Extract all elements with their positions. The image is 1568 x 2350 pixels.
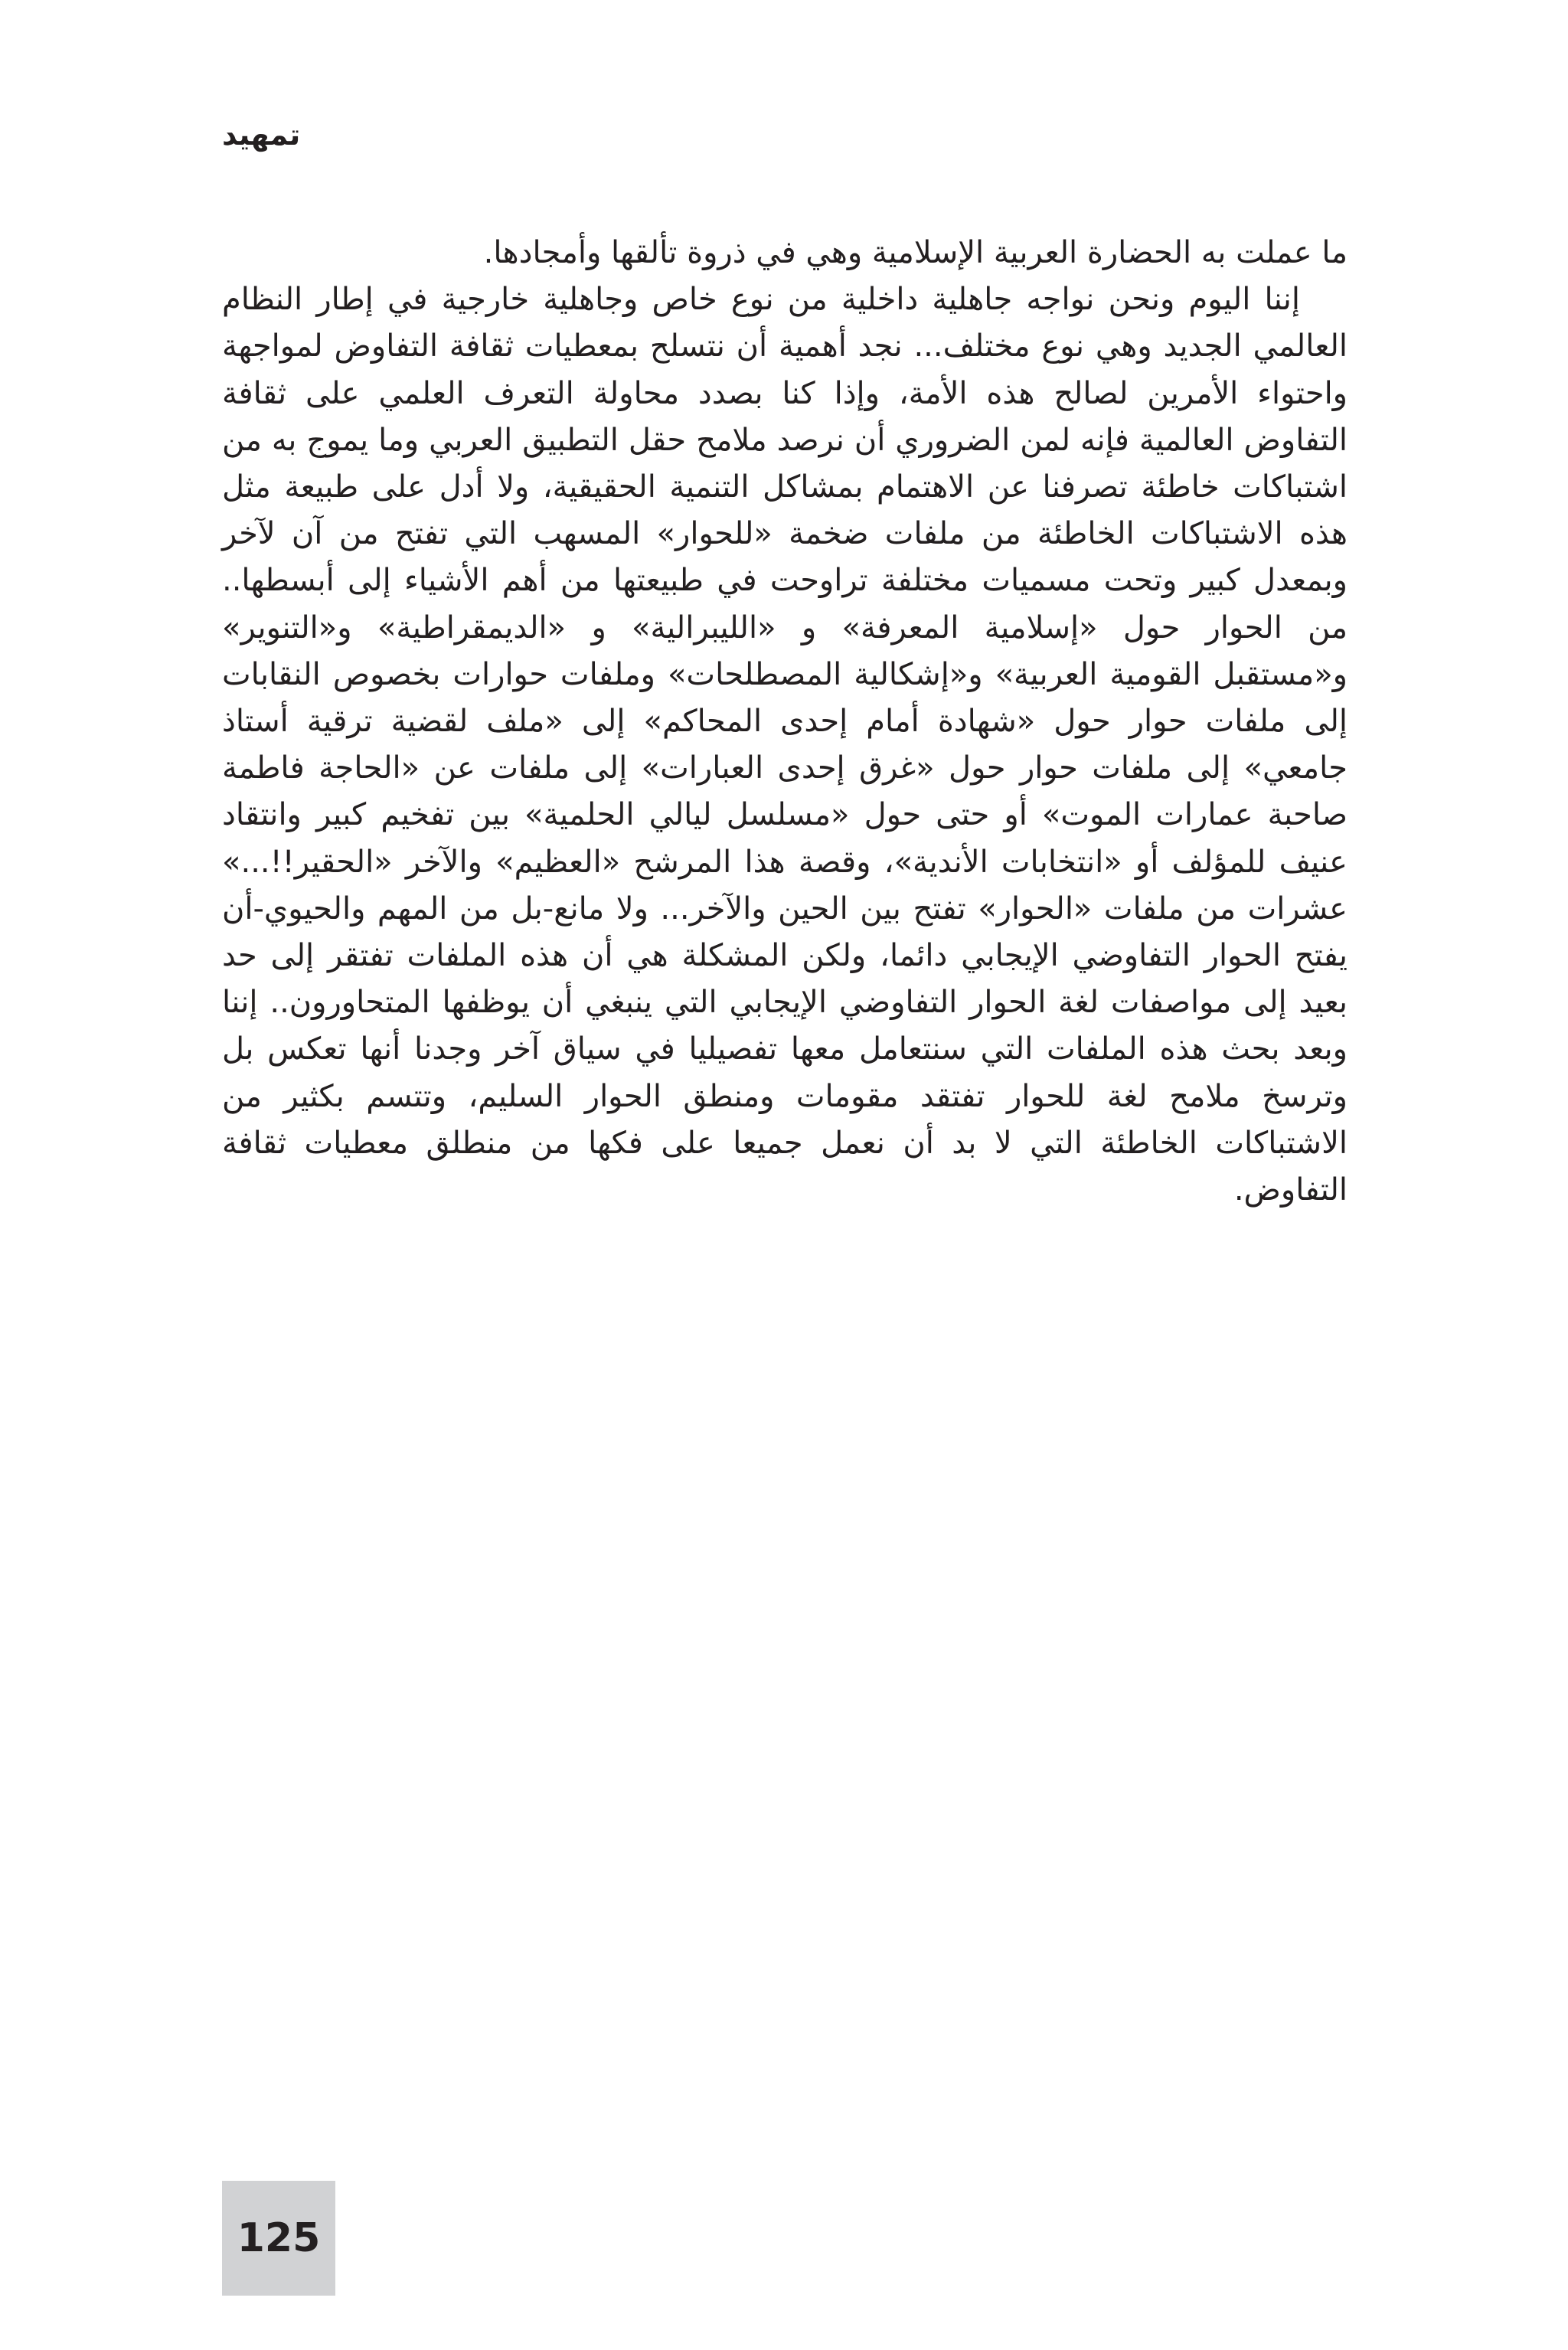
page-number-box xyxy=(222,2181,335,2296)
paragraph-2: إننا اليوم ونحن نواجه جاهلية داخلية من نوع خاص وجاهلية خارجية في إطار النظام العالمي الجديد وهي نوع مختلف... نجد أهمية أن نتسلح بمعطيات ثقافة التفاوض لمواجهة واحتواء الأمرين لصالح هذه الأمة، وإذا كنا بصدد محاولة التعرف العلمي على ثقافة التفاوض العالمية فإنه لمن الضروري أن نرصد ملامح حقل التطبيق العربي وما يموج به من اشتباكات خاطئة تصرفنا عن الاهتمام بمشاكل التنمية الحقيقية، ولا أدل على طبيعة مثل هذه الاشتباكات الخاطئة من ملفات ضخمة «للحوار» المسهب التي تفتح من آن لآخر وبمعدل كبير وتحت مسميات مختلفة تراوحت في طبيعتها من أهم الأشياء إلى أبسطها.. من الحوار حول «إسلامية المعرفة» و «الليبرالية» و «الديمقراطية» و«التنوير» و«مستقبل القومية العربية» و«إشكالية المصطلحات» وملفات حوارات بخصوص النقابات إلى ملفات حوار حول «شهادة أمام إحدى المحاكم» إلى «ملف لقضية ترقية أستاذ جامعي» إلى ملفات حوار حول «غرق إحدى العبارات» إلى ملفات عن «الحاجة فاطمة صاحبة عمارات الموت» أو حتى حول «مسلسل ليالي الحلمية» بين تفخيم كبير وانتقاد عنيف للمؤلف أو «انتخابات الأندية»، وقصة هذا المرشح «العظيم» والآخر «الحقير!!...» عشرات من ملفات «الحوار» تفتح بين الحين والآخر... ولا مانع-بل من المهم والحيوي-أن يفتح الحوار التفاوضي الإيجابي دائما، ولكن المشكلة هي أن هذه الملفات تفتقر إلى حد بعيد إلى مواصفات لغة الحوار التفاوضي الإيجابي التي ينبغي أن يوظفها المتحاورون.. إننا وبعد بحث هذه الملفات التي سنتعامل معها تفصيليا في سياق آخر وجدنا أنها تعكس بل وترسخ ملامح لغة للحوار تفتقد مقومات ومنطق الحوار السليم، وتتسم بكثير من الاشتباكات الخاطئة التي لا بد أن نعمل جميعا على فكها من منطلق معطيات ثقافة التفاوض. xyxy=(222,282,1348,1208)
body-text xyxy=(222,230,1348,1214)
paragraph-1: ما عملت به الحضارة العربية الإسلامية وهي في ذروة تألقها وأمجادها. xyxy=(483,235,1348,270)
page-number: 125 xyxy=(237,2215,321,2261)
running-header: تمهيد xyxy=(222,118,301,152)
